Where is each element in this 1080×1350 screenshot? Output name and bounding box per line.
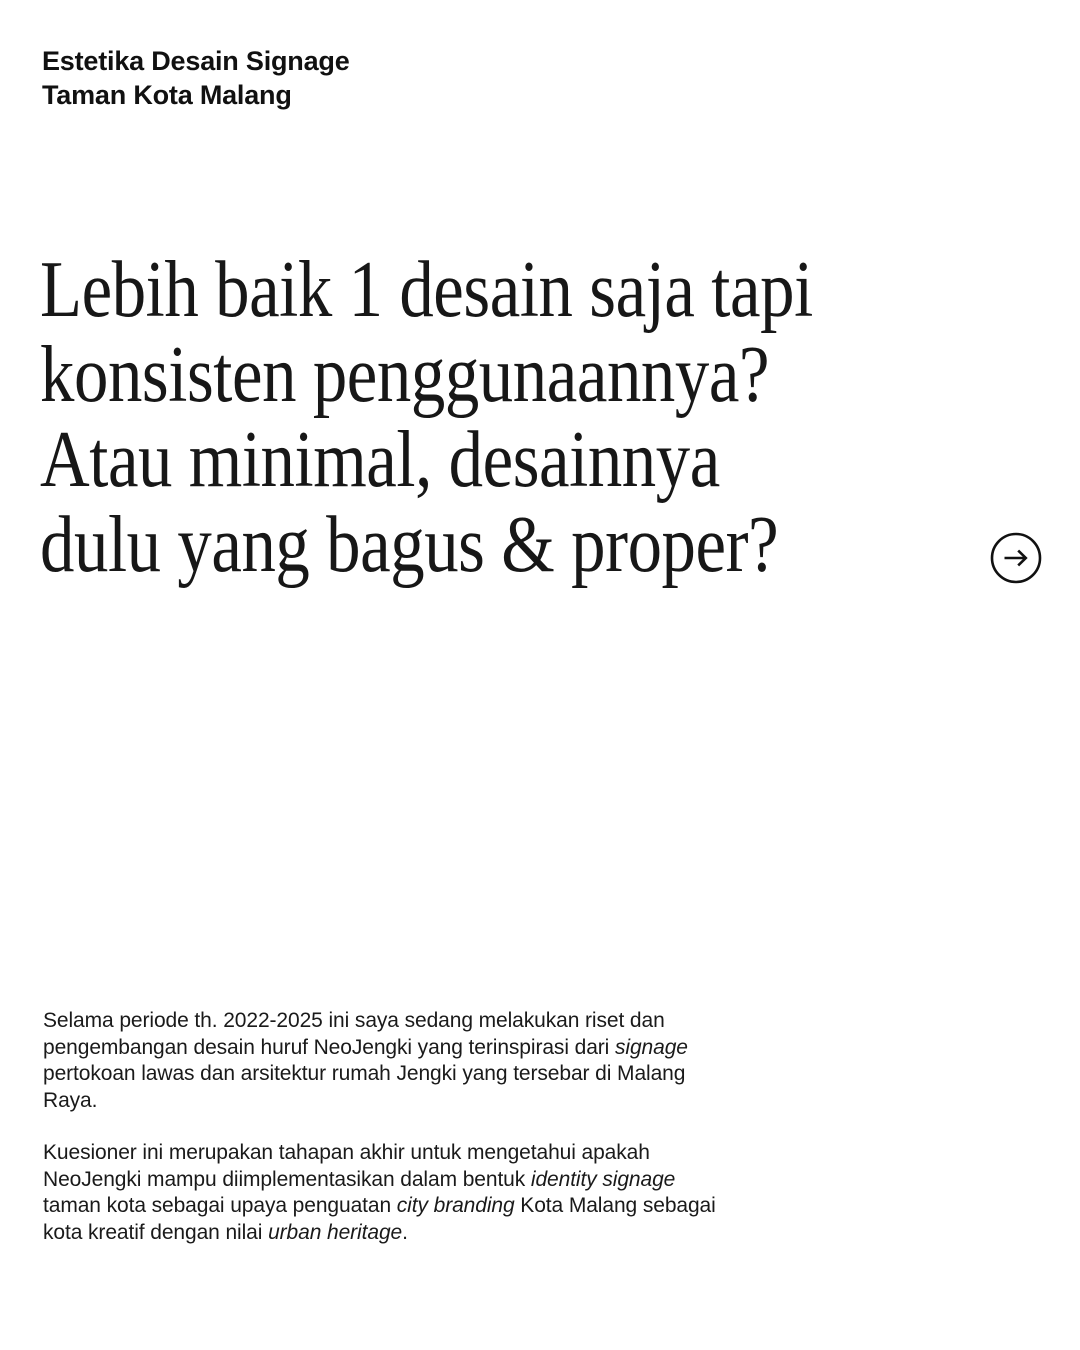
paragraph-1-segment-1: Selama periode th. 2022-2025 ini saya sedang melakukan riset dan pengembangan desain huruf NeoJengki yang terinspirasi dari [43,1009,665,1059]
body-copy [43,1008,723,1246]
headline-line-4: dulu yang bagus & proper? [40,501,779,589]
headline [40,246,813,589]
body-paragraph-1 [43,1008,723,1114]
paragraph-2-segment-4: . [402,1220,408,1244]
headline-line-2: konsisten penggunaannya? [40,331,770,419]
paragraph-1-segment-2: pertokoan lawas dan arsitektur rumah Jengki yang tersebar di Malang Raya. [43,1062,686,1112]
paragraph-1-italic-signage: signage [614,1035,688,1059]
next-slide-button[interactable] [990,532,1042,584]
page-title-line-2: Taman Kota Malang [42,80,292,110]
paragraph-2-segment-2: taman kota sebagai upaya penguatan [43,1194,397,1217]
paragraph-2-italic-identity-signage: identity signage [530,1167,676,1191]
paragraph-2-italic-city-branding: city branding [396,1194,515,1217]
paragraph-2-italic-urban-heritage: urban heritage [268,1220,403,1244]
page-title-line-1: Estetika Desain Signage [42,46,350,76]
headline-line-1: Lebih baik 1 desain saja tapi [40,246,813,334]
page-title [42,44,662,112]
headline-line-3: Atau minimal, desainnya [40,416,720,504]
arrow-right-circle-icon [990,532,1042,584]
paragraph-2-segment-3: Kota Malang sebagai kota kreatif dengan nilai [43,1194,716,1244]
paragraph-2-segment-1: Kuesioner ini merupakan tahapan akhir untuk mengetahui apakah NeoJengki mampu diimplementasikan dalam bentuk [43,1141,650,1191]
body-paragraph-2 [43,1140,723,1246]
